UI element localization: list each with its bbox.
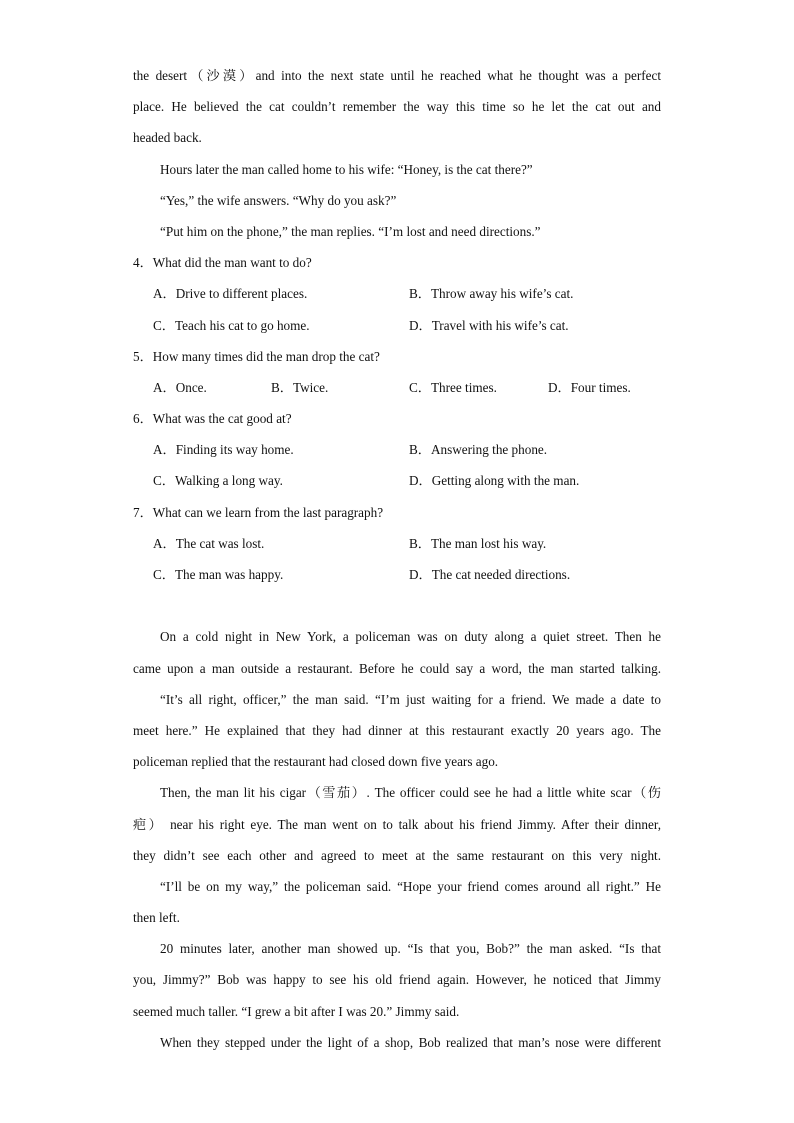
options-row: [133, 465, 661, 496]
story2-line: came upon a man outside a restaurant. Before he could say a word, the man started talking.: [133, 660, 661, 676]
question-stem: 5．How many times did the man drop the cat?: [133, 348, 380, 364]
story2-line: policeman replied that the restaurant had closed down five years ago.: [133, 754, 499, 770]
story1-line: “Yes,” the wife answers. “Why do you ask?”: [160, 192, 397, 208]
story1-line: headed back.: [133, 130, 202, 146]
option-d: D．The cat needed directions.: [409, 567, 571, 582]
option-b: B．Answering the phone.: [409, 442, 548, 458]
option-c: C．The man was happy.: [153, 567, 284, 582]
option-b: B．Twice.: [271, 379, 329, 395]
story2-line: When they stepped under the light of a shop, Bob realized that man’s nose were different: [160, 1034, 661, 1050]
question-stem: 4．What did the man want to do?: [133, 255, 312, 271]
story2-line: meet here.” He explained that they had dinner at this restaurant exactly 20 years ago. The: [133, 722, 661, 738]
story2-line: 20 minutes later, another man showed up. “Is that you, Bob?” the man asked. “Is that: [160, 941, 661, 957]
story2-line: you, Jimmy?” Bob was happy to see his old friend again. However, he noticed that Jimmy: [133, 972, 661, 988]
options-row: [133, 528, 661, 559]
option-b: B．Throw away his wife’s cat.: [409, 286, 574, 302]
option-a: A．The cat was lost.: [153, 535, 265, 551]
option-b: B．The man lost his way.: [409, 535, 547, 551]
option-d: D．Getting along with the man.: [409, 473, 580, 489]
options-row: [133, 434, 661, 465]
question-stem: 6．What was the cat good at?: [133, 411, 292, 427]
story1-line: place. He believed the cat couldn’t remember the way this time so he let the cat out and: [133, 99, 661, 115]
story2-line: seemed much taller. “I grew a bit after I was 20.” Jimmy said.: [133, 1003, 460, 1019]
option-c: C．Walking a long way.: [153, 473, 283, 489]
option-c: C．Teach his cat to go home.: [153, 317, 310, 333]
story1-line: Hours later the man called home to his wife: “Honey, is the cat there?”: [160, 161, 533, 177]
option-a: A．Drive to different places.: [153, 286, 308, 302]
options-row: [133, 559, 661, 590]
story1-line: the desert（沙漠）and into the next state until he reached what he thought was a perfect: [133, 68, 661, 83]
option-c: C．Three times.: [409, 379, 497, 395]
story1-line: “Put him on the phone,” the man replies. “I’m lost and need directions.”: [160, 223, 541, 239]
blank-line: [133, 590, 661, 621]
option-d: D．Four times.: [548, 379, 631, 395]
story2-line: On a cold night in New York, a policeman was on duty along a quiet street. Then he: [160, 629, 661, 645]
options-row: [133, 278, 661, 309]
document-page: [133, 60, 661, 1058]
story2-line: “I’ll be on my way,” the policeman said. “Hope your friend comes around all right.” He: [160, 878, 661, 894]
option-d: D．Travel with his wife’s cat.: [409, 317, 569, 333]
story2-line: then left.: [133, 910, 180, 926]
story2-line: 疤） near his right eye. The man went on to talk about his friend Jimmy. After their dinner,: [133, 816, 661, 832]
options-row: [133, 310, 661, 341]
option-a: A．Finding its way home.: [153, 442, 294, 458]
option-a: A．Once.: [153, 379, 207, 395]
story2-line: Then, the man lit his cigar（雪茄）. The officer could see he had a little white scar（伤: [160, 785, 661, 801]
story2-line: “It’s all right, officer,” the man said. “I’m just waiting for a friend. We made a date to: [160, 691, 661, 707]
options-row: [133, 372, 661, 403]
question-stem: 7．What can we learn from the last paragraph?: [133, 504, 384, 520]
story2-line: they didn’t see each other and agreed to meet at the same restaurant on this very night.: [133, 847, 661, 863]
